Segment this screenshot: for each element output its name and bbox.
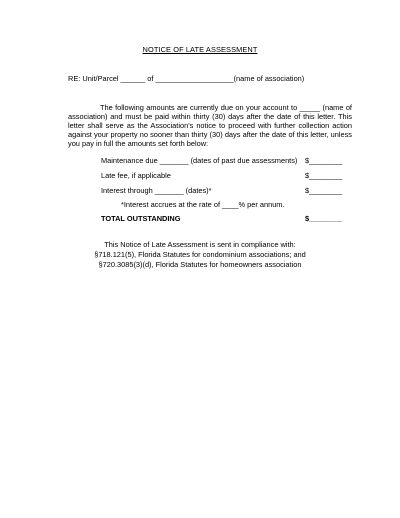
line-item-label: Late fee, if applicable bbox=[101, 171, 171, 180]
line-item-label: Interest through _______ (dates)* bbox=[101, 186, 212, 195]
interest-note: *Interest accrues at the rate of ____% per annum. bbox=[121, 200, 285, 209]
compliance-line: This Notice of Late Assessment is sent in compliance with: bbox=[104, 240, 296, 249]
compliance-line: §718.121(5), Florida Statutes for condominium associations; and bbox=[94, 250, 306, 259]
line-item-label: Maintenance due _______ (dates of past due assessments) bbox=[101, 156, 298, 165]
line-item-amount: $________ bbox=[305, 156, 342, 165]
re-line: RE: Unit/Parcel ______ of ___________________(name of association) bbox=[68, 74, 305, 83]
compliance-notice bbox=[0, 240, 400, 270]
compliance-line: §720.3085(3)(d), Florida Statutes for homeowners association bbox=[98, 260, 302, 269]
document-title: NOTICE OF LATE ASSESSMENT bbox=[142, 45, 258, 54]
total-label: TOTAL OUTSTANDING bbox=[101, 214, 181, 223]
line-item-amount: $________ bbox=[305, 171, 342, 180]
line-item-amount: $________ bbox=[305, 186, 342, 195]
total-amount: $________ bbox=[305, 214, 342, 223]
intro-paragraph: The following amounts are currently due on your account to _____ (name of association) and must be paid within thirty (30) days after the date of this letter. This letter shall serve as the Association's notice to proceed with further collection action against your property no sooner than thirty (30) days after the date of this letter, unless you pay in full the amounts set forth below: bbox=[68, 103, 352, 148]
